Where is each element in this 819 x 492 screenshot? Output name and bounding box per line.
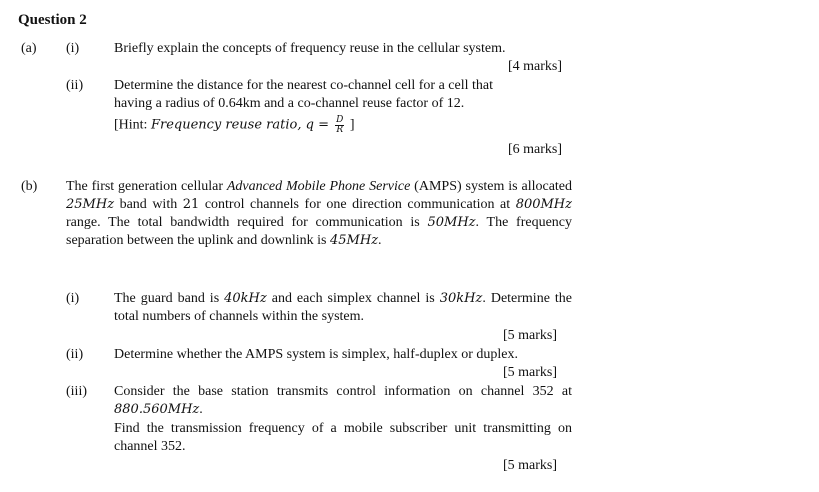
hint-fraction-denominator: R (336, 125, 344, 135)
intro-text-13: . (378, 233, 382, 248)
intro-allocated-band: 25MHz (66, 197, 115, 212)
part-a-ii-line1: Determine the distance for the nearest co-channel cell for a cell that (114, 78, 493, 93)
part-b-i-marks: [5 marks] (503, 328, 558, 343)
part-b-i-label: (i) (66, 291, 80, 306)
part-a-i-text: Briefly explain the concepts of frequency reuse in the cellular system. (114, 41, 506, 56)
b-iii-text-1: Consider the base station transmits control information on channel 352 at (114, 384, 572, 399)
hint-fraction (335, 116, 344, 135)
b-i-guard-band: 40kHz (224, 291, 267, 306)
part-b-intro (66, 178, 572, 250)
intro-text-11: . The frequency separation between the uplink and downlink is (66, 215, 573, 248)
question-title: Question 2 (18, 12, 87, 28)
b-iii-text-3: . (199, 402, 203, 417)
part-a-i-marks: [4 marks] (508, 59, 563, 74)
intro-text-7: control channels for one direction communication at (199, 197, 516, 212)
intro-control-channels: 21 (182, 197, 200, 212)
intro-text-9: range. The total bandwidth required for communication is (66, 215, 428, 230)
intro-amps-name: Advanced Mobile Phone Service (226, 179, 411, 194)
part-a-ii-label: (ii) (66, 78, 84, 93)
b-iii-frequency: 880.560MHz (114, 402, 200, 417)
intro-range: 800MHz (515, 197, 572, 212)
intro-total-bandwidth: 50MHz (427, 215, 476, 230)
part-b-iii-text (114, 383, 572, 419)
part-a-ii-marks: [6 marks] (508, 142, 563, 157)
part-b-iii-label: (iii) (66, 384, 87, 399)
b-i-text-3: and each simplex channel is (266, 291, 440, 306)
intro-text-5: band with (114, 197, 183, 212)
part-b-ii-marks: [5 marks] (503, 365, 558, 380)
part-a-ii-line2: having a radius of 0.64km and a co-channel reuse factor of 12. (114, 96, 465, 111)
part-a-ii-hint (114, 116, 354, 135)
b-i-text-1: The guard band is (114, 291, 225, 306)
b-i-channel-width: 30kHz (439, 291, 483, 306)
part-b-iii-marks: [5 marks] (503, 458, 558, 473)
b-i-text-5: . Determine the total numbers of channels within the system. (114, 291, 573, 324)
hint-open: [Hint: (114, 117, 151, 133)
part-b-iii-line2: Find the transmission frequency of a mobile subscriber unit transmitting on channel 352. (114, 421, 572, 454)
part-b-ii-label: (ii) (66, 347, 84, 362)
intro-separation: 45MHz (330, 233, 379, 248)
intro-text-1: The first generation cellular (66, 179, 227, 194)
hint-fraction-numerator: D (336, 115, 344, 125)
part-b-i-text (114, 290, 572, 326)
part-b-label: (b) (21, 179, 38, 194)
part-b-ii-text: Determine whether the AMPS system is simplex, half-duplex or duplex. (114, 347, 518, 362)
hint-close: ] (346, 117, 355, 133)
intro-text-3: (AMPS) system is allocated (410, 179, 573, 194)
part-a-label: (a) (21, 41, 37, 56)
part-a-i-label: (i) (66, 41, 80, 56)
hint-formula: Frequency reuse ratio, q = (150, 117, 334, 133)
